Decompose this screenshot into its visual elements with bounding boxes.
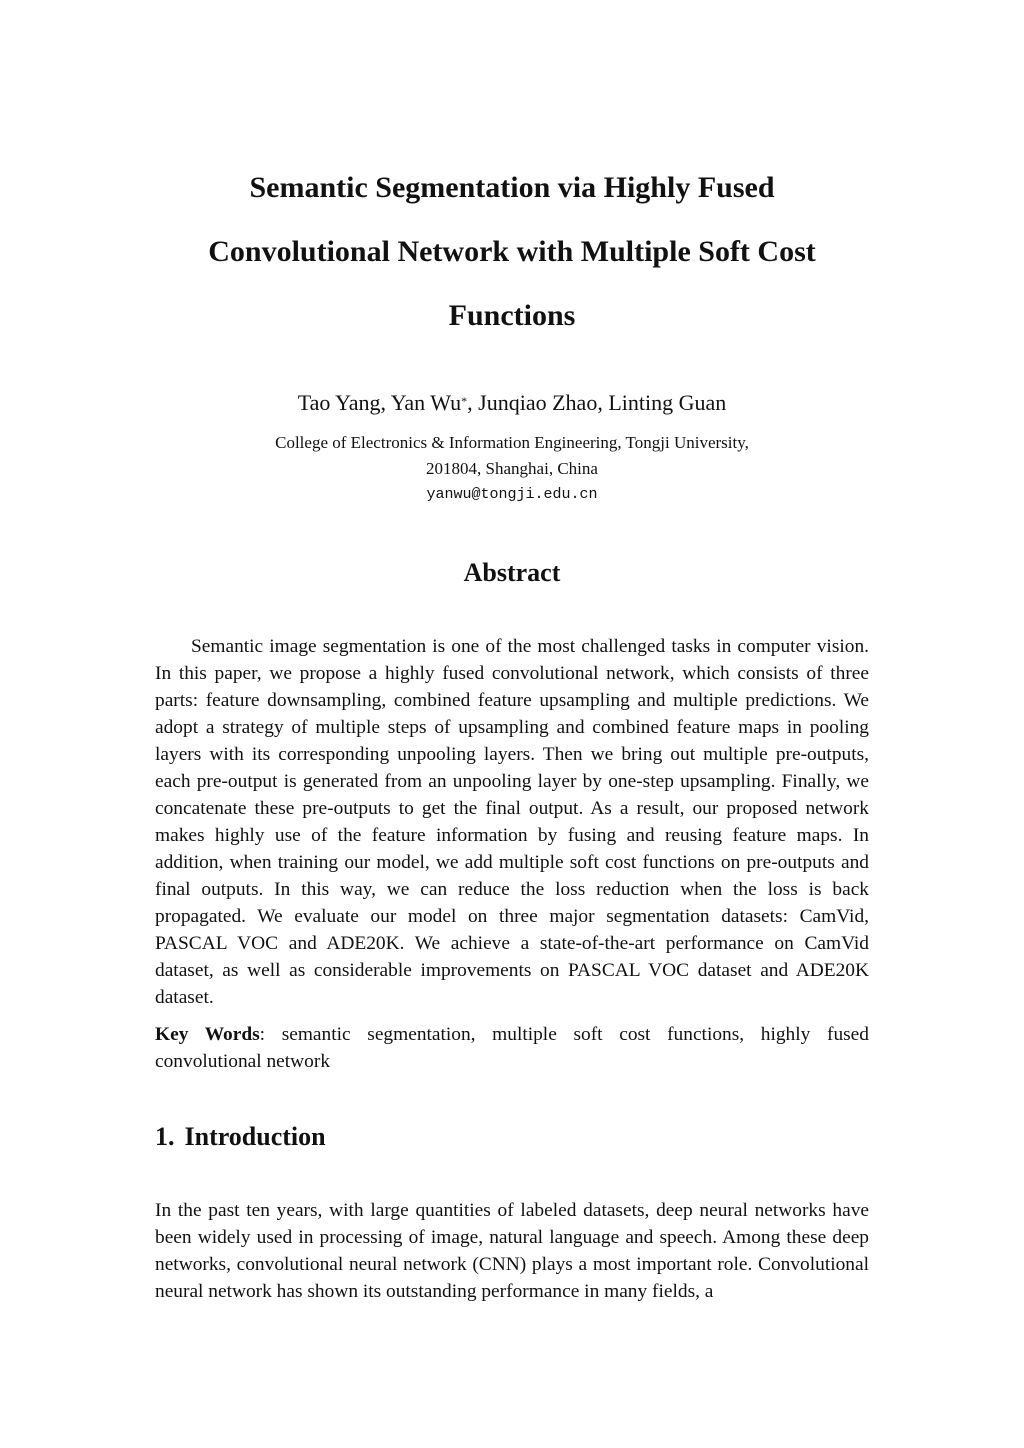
abstract-body: Semantic image segmentation is one of the most challenged tasks in computer vision. In this paper, we propose a highly fused convolutional network, which consists of three parts: feature downsampling, combined feature upsampling and multiple predictions. We adopt a strategy of multiple steps of upsampling and combined feature maps in pooling layers with its corresponding unpooling layers. Then we bring out multiple pre-outputs, each pre-output is generated from an unpooling layer by one-step upsampling. Finally, we concatenate these pre-outputs to get the final output. As a result, our proposed network makes highly use of the feature information by fusing and reusing feature maps. In addition, when training our model, we add multiple soft cost functions on pre-outputs and final outputs. In this way, we can reduce the loss reduction when the loss is back propagated. We evaluate our model on three major segmentation datasets: CamVid, PASCAL VOC and ADE20K. We achieve a state-of-the-art performance on CamVid dataset, as well as considerable improvements on PASCAL VOC dataset and ADE20K dataset. bbox=[155, 636, 869, 1008]
paper-title-line-3: Functions bbox=[448, 299, 576, 332]
keywords-text: : semantic segmentation, multiple soft cost functions, highly fused convolutional network bbox=[155, 1024, 869, 1072]
keywords-label: Key Words bbox=[155, 1024, 260, 1045]
section-title: Introduction bbox=[184, 1122, 326, 1151]
introduction-heading bbox=[155, 1120, 326, 1154]
paper-title-line-2: Convolutional Network with Multiple Soft Cost bbox=[208, 235, 816, 268]
authors-after-mark: , Junqiao Zhao, Linting Guan bbox=[467, 390, 727, 415]
corresponding-author-mark: * bbox=[461, 394, 468, 408]
authors-before-mark: Tao Yang, Yan Wu bbox=[297, 390, 462, 415]
paper-title-line-1: Semantic Segmentation via Highly Fused bbox=[249, 171, 775, 204]
abstract-heading: Abstract bbox=[463, 558, 561, 587]
affiliation-line-1: College of Electronics & Information Engineering, Tongji University, bbox=[275, 433, 749, 452]
introduction-body: In the past ten years, with large quantities of labeled datasets, deep neural networks have been widely used in processing of image, natural language and speech. Among these deep networks, convolutional neural network (CNN) plays a most important role. Convolutional neural network has shown its outstanding performance in many fields, a bbox=[155, 1200, 869, 1302]
affiliation-line-2: 201804, Shanghai, China bbox=[426, 459, 598, 478]
section-number: 1. bbox=[155, 1122, 175, 1151]
keywords-paragraph bbox=[155, 1021, 869, 1075]
author-list bbox=[0, 388, 1024, 418]
author-email: yanwu@tongji.edu.cn bbox=[426, 486, 598, 503]
